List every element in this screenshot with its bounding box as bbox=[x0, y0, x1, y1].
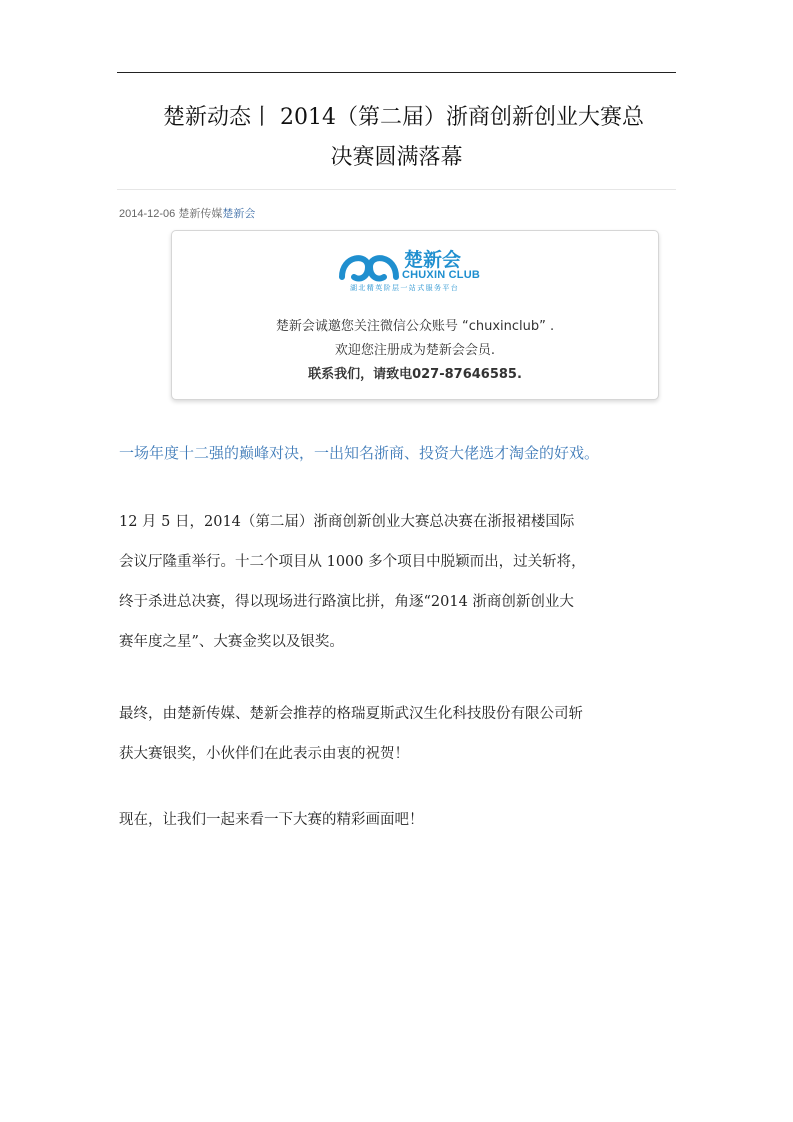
banner-follow-text: 楚新会诚邀您关注微信公众账号 “chuxinclub” . bbox=[275, 319, 555, 334]
paragraph-prefix: 最终，由楚新传媒、楚新会推荐的 bbox=[119, 706, 337, 722]
title-divider bbox=[117, 189, 676, 190]
source-name: 楚新传媒 bbox=[178, 208, 223, 220]
logo-tagline: 湖北精英阶层一站式服务平台 bbox=[350, 284, 460, 292]
company-name: 格瑞夏斯武汉生化科技股份有限公司 bbox=[336, 706, 569, 722]
body-paragraph-2 bbox=[119, 703, 679, 783]
paragraph-line: 12 月 5 日，2014（第二届）浙商创新创业大赛总决赛在浙报裙楼国际 bbox=[119, 514, 575, 530]
banner-register-text: 欢迎您注册成为楚新会会员. bbox=[334, 343, 496, 358]
logo-english-name: CHUXIN CLUB bbox=[402, 269, 480, 281]
article-title-line2: 决赛圆满落幕 bbox=[330, 145, 463, 170]
top-divider bbox=[117, 72, 676, 73]
account-link[interactable]: 楚新会 bbox=[222, 208, 256, 220]
article-title bbox=[117, 98, 676, 178]
paragraph-suffix: 斩 bbox=[568, 706, 583, 722]
wave-logo-icon bbox=[338, 247, 400, 287]
paragraph-line: 获大赛银奖，小伙伴们在此表示由衷的祝贺！ bbox=[119, 746, 409, 762]
logo-chinese-name: 楚新会 bbox=[404, 250, 462, 271]
lead-paragraph: 一场年度十二强的巅峰对决，一出知名浙商、投资大佬选才淘金的好戏。 bbox=[119, 444, 600, 462]
paragraph-line: 现在，让我们一起来看一下大赛的精彩画面吧！ bbox=[119, 812, 424, 828]
publish-date: 2014-12-06 bbox=[119, 208, 176, 220]
article-meta bbox=[119, 205, 255, 221]
paragraph-line: 终于杀进总决赛，得以现场进行路演比拼，角逐“2014 浙商创新创业大 bbox=[119, 594, 574, 610]
paragraph-line bbox=[119, 703, 679, 743]
paragraph-line: 赛年度之星”、大赛金奖以及银奖。 bbox=[119, 634, 344, 650]
promo-banner bbox=[171, 230, 659, 400]
article-title-line1: 楚新动态丨 2014（第二届）浙商创新创业大赛总 bbox=[163, 105, 644, 130]
body-paragraph-3 bbox=[119, 809, 679, 849]
body-paragraph-1 bbox=[119, 511, 679, 671]
banner-contact-text: 联系我们，请致电027-87646585. bbox=[308, 367, 522, 382]
paragraph-line: 会议厅隆重举行。十二个项目从 1000 多个项目中脱颖而出，过关斩将， bbox=[119, 554, 586, 570]
